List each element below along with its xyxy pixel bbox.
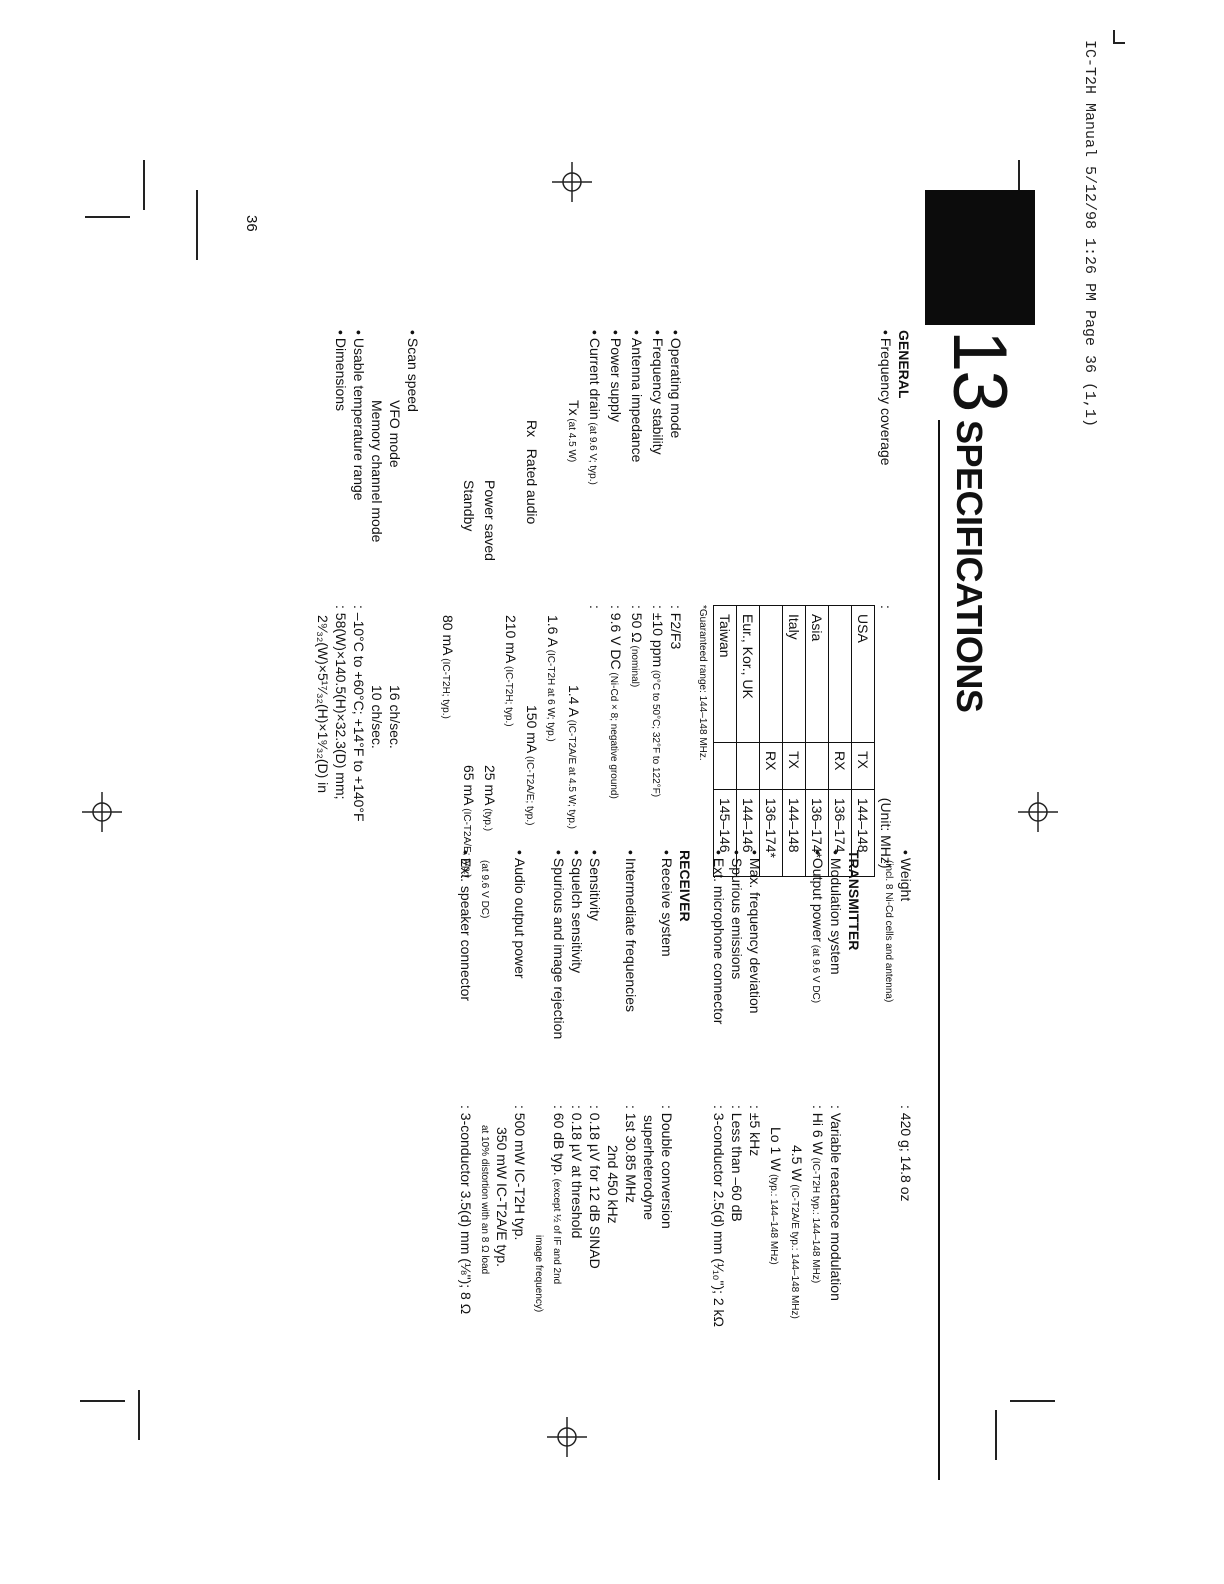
spec-sublabel	[562, 330, 583, 675]
value-text: 65 mA	[461, 765, 477, 806]
spacer	[604, 850, 622, 1105]
value-text: 25 mA	[482, 765, 498, 806]
spec-value	[625, 605, 646, 890]
spec-row	[520, 330, 541, 890]
spec-row	[436, 330, 457, 890]
spec-value: : F2/F3	[668, 605, 684, 650]
value-note: (IC-T2A/E; typ.)	[524, 753, 535, 826]
spec-row	[806, 850, 827, 1410]
table-cell: 145–146	[714, 790, 737, 877]
spec-label: • Power supply	[604, 330, 625, 605]
spec-value: 2nd 450 kHz	[605, 1145, 621, 1224]
value-note: (typ.)	[482, 805, 493, 832]
spec-label	[583, 330, 604, 605]
spec-value	[541, 605, 562, 890]
table-cell: TX	[783, 743, 806, 790]
spec-label: • Sensitivity	[586, 850, 604, 1105]
spec-value: : 500 mW IC-T2H typ.	[512, 1105, 528, 1241]
spec-row	[667, 330, 685, 890]
value-text: : 60 dB typ.	[551, 1105, 567, 1176]
crop-mark	[196, 190, 198, 260]
value-text: 80 mA	[440, 615, 456, 656]
value-text: : 50 Ω	[629, 605, 645, 643]
spec-row	[386, 330, 404, 890]
spec-value: : Less than –60 dB	[729, 1105, 745, 1222]
spacer	[785, 850, 806, 1105]
table-cell: 144–148	[852, 790, 875, 877]
table-cell	[806, 743, 829, 790]
spec-value	[785, 1105, 806, 1410]
spec-value: 16 ch/sec.	[387, 685, 403, 749]
spec-row	[785, 850, 806, 1410]
table-cell: 136–174	[829, 790, 852, 877]
spec-value: 350 mW IC-T2A/E typ.	[494, 1127, 510, 1268]
crop-mark	[995, 1410, 997, 1460]
spec-note: at 10% distortion with an 8 Ω load	[479, 1125, 490, 1275]
table-cell	[829, 606, 852, 743]
page-number: 36	[243, 215, 260, 232]
label-text: Rx	[524, 420, 540, 438]
rotated-page	[225, 190, 1045, 1340]
spacer	[422, 330, 436, 890]
spec-label: • Spurious emissions	[728, 850, 746, 1105]
spec-row	[879, 850, 897, 1410]
value-text: 1.4 A	[566, 685, 582, 717]
spec-sublabel: Standby	[461, 480, 477, 532]
unit-label: (Unit: MHz)	[878, 797, 894, 869]
spec-value: 10 ch/sec.	[369, 685, 385, 749]
table-cell: USA	[852, 606, 875, 743]
value-note: (IC-T2H at 6 W; typ.)	[545, 646, 556, 742]
spec-value: : 420 g; 14.8 oz	[898, 1105, 914, 1202]
value-text: : ±10 ppm	[650, 605, 666, 668]
table-cell: 144–146	[737, 790, 760, 877]
table-row	[829, 606, 852, 877]
spec-value: : 1st 30.85 MHz	[623, 1105, 639, 1204]
transmitter-heading: TRANSMITTER	[846, 850, 862, 951]
crop-mark	[143, 160, 145, 210]
value-note: (IC-T2H; typ.)	[503, 663, 514, 727]
spec-value: : 0.18 µV for 12 dB SINAD	[587, 1105, 603, 1269]
crop-mark	[1010, 1400, 1055, 1402]
table-row	[760, 606, 783, 877]
crop-mark	[80, 1400, 125, 1402]
spec-value: :	[587, 605, 603, 609]
value-note: (typ.: 144–148 MHz)	[768, 1171, 779, 1265]
spacer	[865, 850, 879, 1410]
spacer	[640, 850, 658, 1105]
value-text: 150 mA	[524, 705, 540, 754]
value-text: 4.5 W	[789, 1145, 805, 1182]
crop-mark	[138, 1390, 140, 1440]
value-note: (IC-T2A/E at 4.5 W; typ.)	[566, 716, 577, 829]
spec-row	[478, 330, 499, 890]
spec-value	[806, 1105, 827, 1410]
table-cell: TX	[852, 743, 875, 790]
spec-label: • Ext. speaker connector	[457, 850, 475, 1105]
spec-note: image frequency)	[533, 1235, 544, 1313]
label-note: (at 4.5 W)	[566, 415, 577, 463]
spec-value	[604, 605, 625, 890]
table-cell	[714, 743, 737, 790]
registration-mark-icon	[82, 792, 122, 832]
spec-label	[806, 850, 827, 1105]
spec-label: • Spurious and image rejection	[547, 850, 568, 1105]
table-cell: 144–148	[783, 790, 806, 877]
spec-label: • Usable temperature range	[350, 330, 368, 605]
spacer	[696, 850, 710, 1410]
spec-row	[897, 850, 915, 1410]
spec-row	[511, 850, 529, 1410]
spec-value: : 0.18 µV at threshold	[569, 1105, 585, 1239]
table-cell: Eur., Kor., UK	[737, 606, 760, 743]
printer-header: IC-T2H Manual 5/12/98 1:26 PM Page 36 (1,1)	[1081, 40, 1098, 428]
table-cell: Italy	[783, 606, 806, 743]
label-text: Current drain	[587, 337, 603, 420]
general-column	[314, 330, 915, 890]
value-note: (IC-T2H; typ.)	[440, 655, 451, 719]
spec-row	[368, 330, 386, 890]
spec-row	[499, 330, 520, 890]
spec-row	[332, 330, 350, 890]
spec-label: • Frequency coverage	[877, 330, 895, 605]
spec-note: (incl. 8 Ni-Cd cells and antenna)	[883, 860, 894, 1003]
table-row	[737, 606, 760, 877]
table-cell: Asia	[806, 606, 829, 743]
value-note: (0°C to 50°C; 32°F to 122°F)	[650, 667, 661, 798]
table-cell: 136–174*	[760, 790, 783, 877]
spec-row	[586, 850, 604, 1410]
value-note: (except ½ of IF and 2nd	[551, 1175, 562, 1285]
spec-value: : 58(W)×140.5(H)×32.3(D) mm;	[333, 605, 349, 800]
spec-row	[314, 330, 332, 890]
table-cell	[760, 606, 783, 743]
spec-sublabel: Power saved	[482, 480, 498, 561]
spec-row	[457, 850, 475, 1410]
spec-label: • Antenna impedance	[625, 330, 646, 605]
spec-row	[604, 330, 625, 890]
spec-value: : 3-conductor 3.5(d) mm (⅛"); 8 Ω	[458, 1105, 474, 1315]
spacer	[493, 850, 511, 1105]
spec-row	[764, 850, 785, 1410]
label-note: (at 9.6 V; typ.)	[587, 419, 598, 485]
spec-value: : Double conversion	[659, 1105, 675, 1229]
value-text: 1.6 A	[545, 615, 561, 647]
spec-row	[541, 330, 562, 890]
spec-label: • Squelch sensitivity	[568, 850, 586, 1105]
freq-table-wrap	[685, 605, 877, 890]
crop-mark	[85, 216, 130, 218]
spec-label: • Operating mode	[667, 330, 685, 605]
value-note: (Ni-Cd × 8; negative ground)	[608, 669, 619, 799]
value-text: 210 mA	[503, 615, 519, 664]
chapter-tab	[925, 190, 1035, 325]
registration-mark-icon	[547, 1417, 587, 1457]
spacer	[764, 850, 785, 1105]
spec-value: 2⁹⁄₃₂(W)×5¹⁷⁄₃₂(H)×1⁹⁄₃₂(D) in	[315, 615, 331, 794]
spec-value	[547, 1105, 568, 1410]
spec-label: • Dimensions	[332, 330, 350, 605]
value-note: (IC-T2A/E typ.: 144–148 MHz)	[789, 1181, 800, 1319]
colon: :	[878, 605, 894, 609]
spec-row	[728, 850, 746, 1410]
label-text: Output power	[810, 857, 826, 942]
value-note: (IC-T2A/E; typ.)	[461, 805, 472, 878]
value-note: (IC-T2H typ.: 144–148 MHz)	[810, 1154, 821, 1284]
spec-value: : ±5 kHz	[747, 1105, 763, 1157]
spec-row	[625, 330, 646, 890]
freq-table-row	[685, 330, 877, 890]
spec-value: : Variable reactance modulation	[828, 1105, 844, 1301]
table-row	[714, 606, 737, 877]
spec-row	[568, 850, 586, 1410]
spec-row	[640, 850, 658, 1410]
spec-row	[457, 330, 478, 890]
spec-row	[646, 330, 667, 890]
value-note: (nominal)	[629, 642, 640, 688]
spec-row	[710, 850, 728, 1410]
spec-row	[746, 850, 764, 1410]
spacer	[314, 330, 332, 605]
transmitter-receiver-column	[457, 850, 915, 1410]
spec-value	[436, 605, 457, 890]
spec-value	[646, 605, 667, 890]
value-text: : 9.6 V DC	[608, 605, 624, 670]
table-cell	[737, 743, 760, 790]
table-cell: Taiwan	[714, 606, 737, 743]
spec-label: • Audio output power	[511, 850, 529, 1105]
spec-label: • Weight	[897, 850, 915, 1105]
spacer	[436, 330, 457, 605]
spec-row	[658, 850, 676, 1410]
spec-note: (at 9.6 V DC)	[479, 860, 490, 919]
label-text: Rated audio	[524, 448, 540, 525]
spacer	[499, 330, 520, 605]
spec-row	[877, 330, 895, 890]
table-row	[783, 606, 806, 877]
table-cell: RX	[760, 743, 783, 790]
spec-label: • Scan speed	[404, 330, 422, 605]
spec-value	[764, 1105, 785, 1410]
spec-label: • Frequency stability	[646, 330, 667, 605]
spec-value	[499, 605, 520, 890]
spec-sublabel: VFO mode	[387, 400, 403, 468]
chapter-number: 13	[937, 330, 1022, 411]
spacer	[685, 330, 877, 605]
spec-label: • Ext. microphone connector	[710, 850, 728, 1105]
spacer	[541, 330, 562, 605]
general-heading: GENERAL	[896, 330, 912, 399]
spacer	[529, 850, 547, 1105]
spec-label: • Receive system	[658, 850, 676, 1105]
spec-row	[529, 850, 547, 1410]
spec-row	[547, 850, 568, 1410]
spec-row	[493, 850, 511, 1410]
spec-row	[404, 330, 422, 890]
spec-label: • Modulation system	[827, 850, 845, 1105]
label-text: Tx	[566, 400, 582, 416]
spec-row	[475, 850, 493, 1410]
table-cell: RX	[829, 743, 852, 790]
spec-row	[350, 330, 368, 890]
spec-label: • Intermediate frequencies	[622, 850, 640, 1105]
spec-row	[827, 850, 845, 1410]
value-text: Lo 1 W	[768, 1127, 784, 1172]
table-row	[806, 606, 829, 877]
spec-value: superheterodyne	[641, 1115, 657, 1221]
freq-table	[713, 605, 875, 877]
chapter-title: SPECIFICATIONS	[949, 420, 990, 713]
spec-sublabel: Memory channel mode	[369, 400, 385, 543]
spec-value: : –10°C to +60°C; +14°F to +140°F	[351, 605, 367, 822]
spec-row	[622, 850, 640, 1410]
value-text: : Hi 6 W	[810, 1105, 826, 1155]
spec-colon	[877, 605, 895, 890]
spec-value: : 3-conductor 2.5(d) mm (¹⁄₁₀"); 2 kΩ	[711, 1105, 727, 1328]
spacer	[404, 605, 422, 890]
table-cell: 136–174*	[806, 790, 829, 877]
spec-label: • Max. frequency deviation	[746, 850, 764, 1105]
table-row	[852, 606, 875, 877]
spec-row	[604, 850, 622, 1410]
crop-mark	[1113, 42, 1125, 44]
spec-sublabel	[520, 330, 541, 695]
spec-row	[562, 330, 583, 890]
label-note: (at 9.6 V DC)	[810, 941, 821, 1004]
receiver-heading: RECEIVER	[677, 850, 693, 922]
title-rule	[938, 420, 940, 1480]
table-note: *Guaranteed range: 144–148 MHz.	[697, 605, 708, 761]
spec-row	[583, 330, 604, 890]
